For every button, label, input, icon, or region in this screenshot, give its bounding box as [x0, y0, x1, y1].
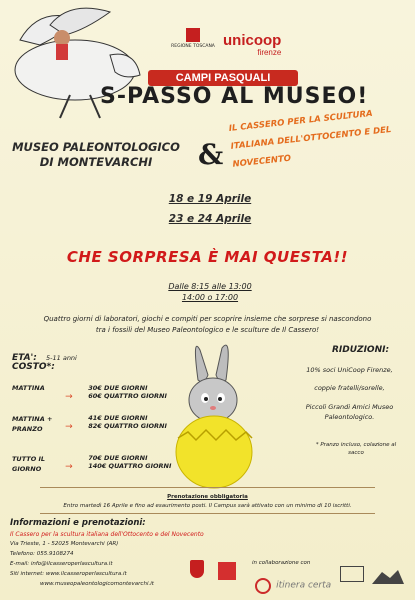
- divider: [40, 513, 375, 514]
- date-2: 23 e 24 Aprile: [168, 213, 252, 225]
- contacts-email[interactable]: E-mail: info@ilcasseroperlascultura.it: [10, 561, 113, 567]
- cost-price-1: 41€ DUE GIORNI: [88, 414, 148, 422]
- partner-name: itinera certa: [276, 580, 332, 591]
- discount-item: 10% soci UniCoop Firenze,: [306, 366, 393, 374]
- discount-item: coppie fratelli/sorelle,: [314, 384, 385, 392]
- partner-logo: [255, 575, 331, 594]
- hours-2: 14:00 o 17:00: [181, 293, 239, 302]
- region-logo: [170, 28, 216, 49]
- age-value: 5-11 anni: [46, 354, 77, 362]
- unicoop-sub: firenze: [257, 48, 282, 57]
- arrow-icon: →: [65, 392, 73, 402]
- hours-1: Dalle 8:15 alle 13:00: [168, 282, 252, 291]
- cost-name: MATTINA: [12, 384, 45, 392]
- collab-label: in collaborazione con: [252, 560, 311, 566]
- discount-item: Piccoli Grandi Amici Museo Paleontologico.: [305, 403, 394, 421]
- banner-text: CAMPI PASQUALI: [175, 72, 271, 84]
- cost-price-1: 30€ DUE GIORNI: [88, 384, 148, 392]
- cost-price-2: 60€ QUATTRO GIORNI: [88, 392, 167, 400]
- discount-note: * Pranzo incluso, colazione al sacco: [315, 442, 397, 456]
- description: Quattro giorni di laboratori, giochi e compiti per scoprire insieme che sorprese si nascondono tra i fossili del Museo Paleontologico e le sculture de Il Cassero!: [43, 315, 372, 334]
- cost-label: COSTO*:: [12, 362, 55, 372]
- cost-name: TUTTO IL GIORNO: [12, 455, 46, 473]
- contacts-site-2[interactable]: www.museopaleontologicomontevarchi.it: [40, 581, 154, 587]
- booking-text: Entro martedì 16 Aprile e fino ad esaurimento posti. Il Campus sarà attivato con un minimo di 10 iscritti.: [63, 503, 352, 509]
- cost-price-2: 140€ QUATTRO GIORNI: [88, 462, 172, 470]
- cassero-name: IL CASSERO PER LA SCULTURA ITALIANA DELL'OTTOCENTO E DEL NOVECENTO: [228, 108, 392, 170]
- tagline: CHE SORPRESA È MAI QUESTA!!: [66, 248, 349, 266]
- booking-label: Prenotazione obbligatoria: [167, 494, 248, 500]
- accademia-logo-icon: [370, 566, 406, 586]
- unicoop-text: unicoop: [223, 32, 282, 49]
- cost-price-2: 82€ QUATTRO GIORNI: [88, 422, 167, 430]
- page-title: S-PASSO AL MUSEO!: [100, 84, 369, 109]
- contacts-site[interactable]: Siti internet: www.ilcasseroperlascultura.it: [10, 571, 127, 577]
- museum-name: MUSEO PALEONTOLOGICO DI MONTEVARCHI: [12, 140, 180, 169]
- arrow-icon: →: [65, 462, 73, 472]
- region-label: REGIONE TOSCANA: [171, 44, 215, 49]
- divider: [40, 487, 375, 488]
- montevarchi-crest-icon: [190, 560, 204, 578]
- date-1: 18 e 19 Aprile: [168, 193, 252, 205]
- cost-name: MATTINA + PRANZO: [12, 415, 53, 433]
- discounts-label: RIDUZIONI:: [332, 345, 390, 355]
- unicoop-logo: [223, 34, 281, 57]
- arrow-icon: →: [65, 422, 73, 432]
- contacts-title: Informazioni e prenotazioni:: [10, 518, 146, 528]
- anniversary-logo-icon: [340, 566, 364, 582]
- contacts-org: Il Cassero per la scultura italiana dell'Ottocento e del Novecento: [10, 531, 204, 538]
- cost-price-1: 70€ DUE GIORNI: [88, 454, 148, 462]
- contacts-address: Via Trieste, 1 - 52025 Montevarchi (AR): [10, 541, 119, 547]
- ampersand: &: [198, 138, 224, 171]
- contacts-phone: Telefono: 055.9108274: [10, 551, 74, 557]
- age-label: ETA':: [12, 353, 37, 363]
- museum-logo-icon: [218, 562, 236, 580]
- bunny-egg-illustration: [170, 340, 260, 490]
